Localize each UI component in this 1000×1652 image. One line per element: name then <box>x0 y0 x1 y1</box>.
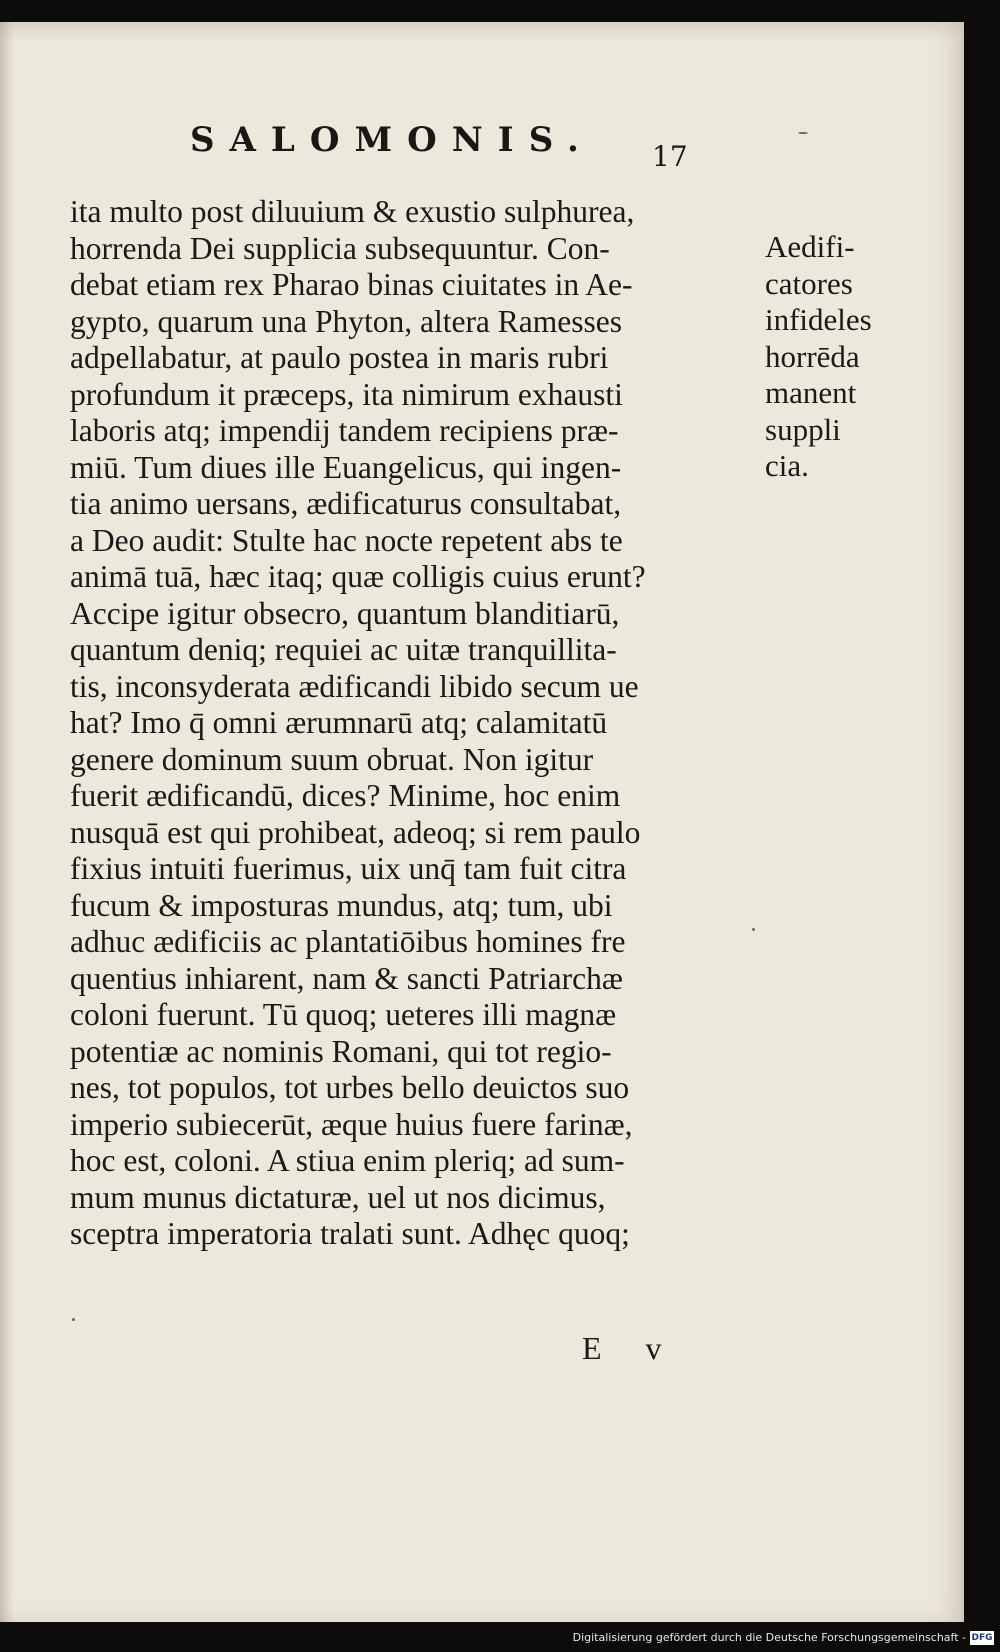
footer-bar <box>0 1622 1000 1652</box>
text-line: adpellabatur, at paulo postea in maris rubri <box>70 340 609 375</box>
text-line: fucum & imposturas mundus, atq; tum, ubi <box>70 887 613 923</box>
dfg-logo: DFG <box>971 1633 993 1643</box>
digitization-credit: Digitalisierung gefördert durch die Deutsche Forschungsgemeinschaft - <box>572 1631 966 1644</box>
marginal-note-line: suppli <box>765 411 841 447</box>
text-line: nes, tot populos, tot urbes bello deuictos suo <box>70 1070 630 1105</box>
text-line: adhuc ædificiis ac plantatiōibus homines fre <box>70 924 626 959</box>
text-line: laboris atq; impendij tandem recipiens præ- <box>70 413 619 448</box>
text-line: horrenda Dei supplicia subsequuntur. Con- <box>70 230 610 266</box>
text-line: imperio subiecerūt, æque huius fuere farinæ, <box>70 1106 633 1142</box>
marginal-note-line: infideles <box>765 302 872 337</box>
text-line: mum munus dictaturæ, uel ut nos dicimus, <box>70 1179 606 1215</box>
text-line: coloni fuerunt. Tū quoq; ueteres illi magnæ <box>70 997 617 1032</box>
text-line: fixius intuiti fuerimus, uix unq̄ tam fuit citra <box>70 851 627 886</box>
marginal-note <box>765 229 925 485</box>
text-line: sceptra imperatoria tralati sunt. Adhęc quoq; <box>70 1216 630 1251</box>
text-line: quentius inhiarent, nam & sancti Patriarchæ <box>70 960 623 996</box>
text-line: ita multo post diluuium & exustio sulphurea, <box>70 194 635 229</box>
text-line: tia animo uersans, ædificaturus consultabat, <box>70 486 622 521</box>
paper-speck <box>752 928 755 931</box>
marginal-note-line: cia. <box>765 448 809 483</box>
text-line: gypto, quarum una Phyton, altera Ramesses <box>70 303 623 339</box>
text-line: a Deo audit: Stulte hac nocte repetent abs te <box>70 522 623 558</box>
text-line: potentiæ ac nominis Romani, qui tot regio- <box>70 1033 612 1069</box>
paper-speck <box>72 1318 75 1321</box>
text-line: quantum deniq; requiei ac uitæ tranquillita- <box>70 632 617 667</box>
text-line: tis, inconsyderata ædificandi libido secum ue <box>70 668 639 704</box>
text-line: Accipe igitur obsecro, quantum blanditiarū, <box>70 595 620 631</box>
marginal-note-line: catores <box>765 265 853 301</box>
text-line: profundum it præceps, ita nimirum exhausti <box>70 376 623 412</box>
paper-speck <box>798 132 808 134</box>
text-line: fuerit ædificandū, dices? Minime, hoc enim <box>70 778 621 813</box>
page-number: 17 <box>652 140 688 173</box>
text-line: hat? Imo q̄ omni ærumnarū atq; calamitatū <box>70 705 608 740</box>
text-line: nusquā est qui prohibeat, adeoq; si rem paulo <box>70 814 641 850</box>
text-line: debat etiam rex Pharao binas ciuitates in Ae- <box>70 267 633 302</box>
running-head: SALOMONIS. <box>190 120 594 160</box>
marginal-note-line: manent <box>765 375 857 410</box>
marginal-note-line: horrēda <box>765 338 860 374</box>
main-text-block <box>70 194 750 1253</box>
text-line: genere dominum suum obruat. Non igitur <box>70 741 594 777</box>
book-page <box>0 22 964 1622</box>
marginal-note-line: Aedifi- <box>765 229 855 264</box>
text-line: miū. Tum diues ille Euangelicus, qui ingen- <box>70 449 622 485</box>
text-line: animā tuā, hæc itaq; quæ colligis cuius erunt? <box>70 559 646 594</box>
text-line: hoc est, coloni. A stiua enim pleriq; ad sum- <box>70 1143 625 1178</box>
signature-mark: E v <box>582 1330 680 1366</box>
